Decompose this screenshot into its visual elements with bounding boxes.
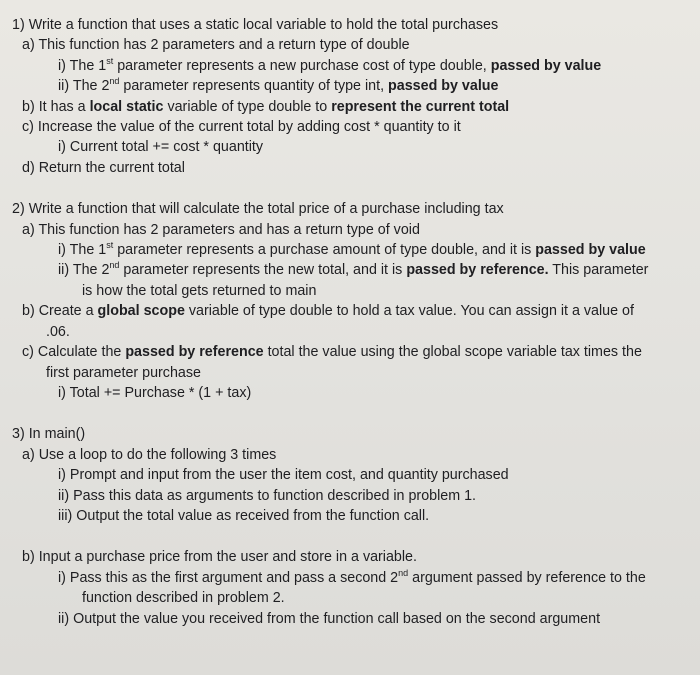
problem-3b-i [12, 568, 690, 588]
bold-text: represent the current total [331, 98, 510, 115]
bold-text: local static [89, 98, 164, 115]
item-text: This function has 2 parameters and has a return type of void [38, 221, 420, 238]
item-label: b) [22, 549, 35, 566]
problem-3b-i-continued [12, 588, 690, 608]
item-text-pre: Calculate the [37, 344, 126, 361]
item-label: i) [58, 242, 66, 259]
problem-3-title [12, 424, 690, 444]
ordinal-suffix: nd [109, 76, 120, 87]
problem-2a-ii [12, 260, 690, 280]
problem-3a [12, 445, 690, 465]
item-text: Prompt and input from the user the item cost, and quantity purchased [69, 467, 509, 484]
problem-number: 2) [12, 201, 25, 218]
problem-title: In main() [28, 426, 86, 443]
problem-2a-ii-continued [12, 281, 690, 301]
bold-text: passed by reference [125, 344, 264, 361]
problem-1c-i [12, 137, 690, 157]
item-text: first parameter purchase [46, 364, 201, 381]
item-text: Output the value you received from the function call based on the second argument [73, 610, 601, 627]
problem-1a [12, 35, 690, 55]
problem-3a-iii [12, 506, 690, 526]
bold-text: global scope [97, 303, 185, 320]
item-text-pre: Create a [38, 303, 98, 320]
problem-title: Write a function that uses a static local variable to hold the total purchases [28, 17, 499, 33]
problem-1d [12, 158, 690, 178]
item-label: a) [22, 37, 35, 54]
problem-3 [12, 424, 690, 629]
problem-2a-i [12, 240, 690, 260]
problem-1a-ii [12, 76, 690, 96]
item-label: iii) [58, 507, 73, 524]
problem-3b-ii [12, 609, 690, 629]
item-text-post: argument passed by reference to the [408, 569, 646, 586]
item-label: ii) [58, 262, 70, 279]
problem-2c [12, 342, 690, 362]
item-text-mid: parameter represents a new purchase cost of type double, [113, 57, 491, 74]
item-label: i) [58, 467, 66, 484]
item-text-post: variable of type double to hold a tax value. You can assign it a value of [184, 303, 634, 320]
item-text-pre: The 1 [69, 57, 107, 74]
item-label: a) [22, 446, 35, 463]
item-label: d) [22, 159, 35, 176]
problem-3a-i [12, 465, 690, 485]
problem-1a-i [12, 56, 690, 76]
item-label: ii) [58, 487, 70, 504]
item-text: Current total += cost * quantity [69, 139, 264, 156]
problem-number: 1) [12, 17, 25, 33]
item-text: Input a purchase price from the user and store in a variable. [38, 549, 417, 566]
problem-3a-ii [12, 486, 690, 506]
problem-1b [12, 97, 690, 117]
item-text-pre: Pass this as the first argument and pass a second 2 [69, 569, 399, 586]
item-text-pre: The 2 [72, 78, 110, 95]
item-text: Total += Purchase * (1 + tax) [69, 384, 252, 401]
item-text: Increase the value of the current total by adding cost * quantity to it [37, 119, 461, 136]
bold-text: passed by reference. [406, 262, 549, 279]
item-text-pre: It has a [38, 98, 90, 115]
bold-text: passed by value [490, 57, 602, 74]
item-text-post: This parameter [548, 262, 649, 279]
item-label: i) [58, 569, 66, 586]
item-label: ii) [58, 78, 70, 95]
item-text: is how the total gets returned to main [82, 282, 317, 299]
item-label: c) [22, 119, 34, 136]
problem-3b [12, 547, 690, 567]
item-text-mid: parameter represents the new total, and it is [119, 262, 407, 279]
item-text-pre: The 2 [72, 262, 110, 279]
item-label: i) [58, 57, 66, 74]
item-label: a) [22, 221, 35, 238]
item-text-mid: parameter represents quantity of type int, [119, 78, 389, 95]
item-label: i) [58, 139, 66, 156]
item-label: b) [22, 98, 35, 115]
item-text-mid: variable of type double to [163, 98, 332, 115]
problem-1c [12, 117, 690, 137]
problem-number: 3) [12, 426, 25, 443]
problem-2c-i [12, 383, 690, 403]
item-text: Use a loop to do the following 3 times [38, 446, 277, 463]
problem-2a [12, 220, 690, 240]
ordinal-suffix: st [106, 56, 114, 67]
item-text: Output the total value as received from the function call. [76, 507, 430, 524]
ordinal-suffix: st [106, 240, 114, 251]
item-label: ii) [58, 610, 70, 627]
item-text: Pass this data as arguments to function described in problem 1. [73, 487, 477, 504]
item-label: i) [58, 384, 66, 401]
bold-text: passed by value [535, 242, 646, 259]
problem-2c-continued [12, 363, 690, 383]
item-text-mid: parameter represents a purchase amount of type double, and it is [113, 242, 536, 259]
problem-2-title [12, 199, 690, 219]
problem-title: Write a function that will calculate the total price of a purchase including tax [28, 201, 504, 218]
item-text: This function has 2 parameters and a return type of double [38, 37, 410, 54]
problem-1 [12, 15, 690, 178]
ordinal-suffix: nd [398, 567, 409, 578]
problem-2b [12, 301, 690, 321]
problem-2b-continued [12, 322, 690, 342]
item-label: b) [22, 303, 35, 320]
ordinal-suffix: nd [109, 260, 120, 271]
bold-text: passed by value [388, 78, 499, 95]
item-text-post: total the value using the global scope variable tax times the [263, 344, 642, 361]
problem-1-title [12, 15, 690, 35]
problem-2 [12, 199, 690, 403]
item-text: Return the current total [38, 159, 185, 176]
item-text: function described in problem 2. [82, 590, 285, 607]
item-text: .06. [46, 323, 70, 340]
item-text-pre: The 1 [69, 242, 107, 259]
item-label: c) [22, 344, 34, 361]
